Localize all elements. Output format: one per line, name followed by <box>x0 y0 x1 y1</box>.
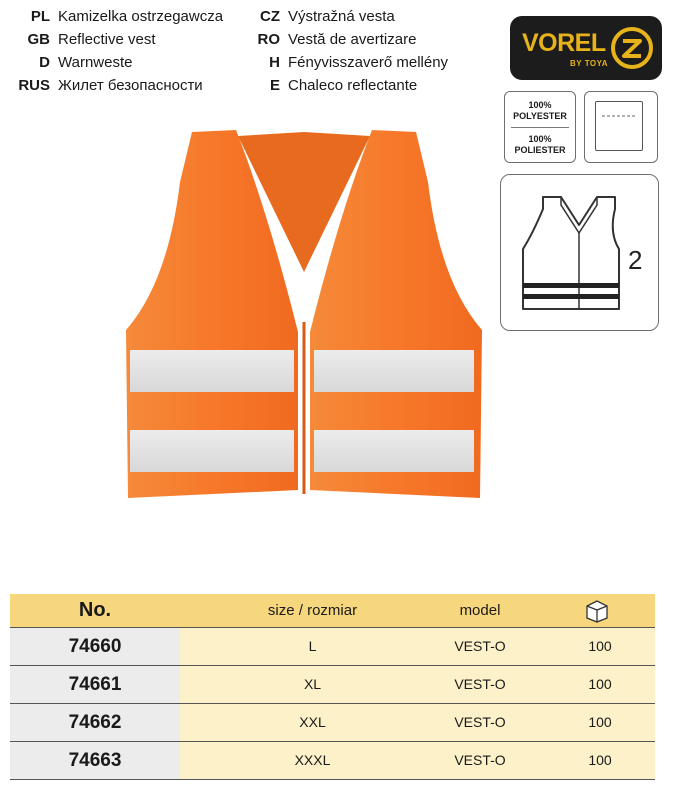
lang-code: RO <box>257 31 280 48</box>
material-name: POLYESTER <box>513 111 567 121</box>
lang-name: Výstražná vesta <box>288 8 395 25</box>
material-name: POLIESTER <box>514 145 566 155</box>
row-model: VEST-O <box>454 714 506 730</box>
lang-code: D <box>39 54 50 71</box>
reflective-strip <box>130 430 294 472</box>
lang-code: CZ <box>260 8 280 25</box>
row-no: 74661 <box>10 666 180 703</box>
header-size: size / rozmiar <box>267 602 358 619</box>
logo-subtext: BY TOYA <box>570 59 609 68</box>
class-count: 2 <box>628 245 643 275</box>
table-row <box>10 665 655 703</box>
bag-icon <box>595 101 643 151</box>
row-qty: 100 <box>588 752 612 768</box>
lang-code: RUS <box>18 77 50 94</box>
box-icon <box>583 597 611 623</box>
row-qty: 100 <box>588 676 612 692</box>
material-divider <box>511 127 569 128</box>
row-size: XXXL <box>294 752 331 768</box>
lang-code: E <box>269 77 280 94</box>
lang-name: Warnweste <box>58 54 133 71</box>
material-percent: 100% <box>528 100 552 110</box>
material-percent: 100% <box>528 134 552 144</box>
row-model: VEST-O <box>454 638 506 654</box>
row-size: L <box>308 638 317 654</box>
logo-mark-icon <box>610 26 654 70</box>
logo-text: VOREL <box>522 29 606 57</box>
row-no: 74663 <box>10 742 180 779</box>
table-header <box>10 594 655 627</box>
row-no: 74662 <box>10 704 180 741</box>
packaging-info <box>584 91 658 163</box>
material-info <box>504 91 576 163</box>
row-size: XL <box>303 676 322 692</box>
lang-name: Vestă de avertizare <box>288 31 417 48</box>
brand-logo <box>510 16 662 80</box>
lang-name: Жилет безопасности <box>58 77 203 94</box>
reflective-strip <box>130 350 294 392</box>
lang-code: GB <box>27 31 50 48</box>
lang-name: Reflective vest <box>58 31 156 48</box>
header-model: model <box>459 602 501 619</box>
lang-name: Kamizelka ostrzegawcza <box>58 8 224 25</box>
lang-code: H <box>269 54 280 71</box>
header-no: No. <box>78 599 112 621</box>
row-model: VEST-O <box>454 676 506 692</box>
table-row <box>10 741 655 780</box>
row-qty: 100 <box>588 638 612 654</box>
row-qty: 100 <box>588 714 612 730</box>
row-model: VEST-O <box>454 752 506 768</box>
row-no: 74660 <box>10 628 180 665</box>
lang-name: Chaleco reflectante <box>288 77 418 94</box>
reflective-strip <box>314 350 474 392</box>
lang-name: Fényvisszaverő mellény <box>288 54 449 71</box>
table-row <box>10 703 655 741</box>
row-size: XXL <box>299 714 326 730</box>
lang-code: PL <box>30 8 50 25</box>
product-table <box>10 594 655 781</box>
reflective-vest-image <box>118 122 490 550</box>
table-row <box>10 627 655 665</box>
reflective-strip <box>314 430 474 472</box>
